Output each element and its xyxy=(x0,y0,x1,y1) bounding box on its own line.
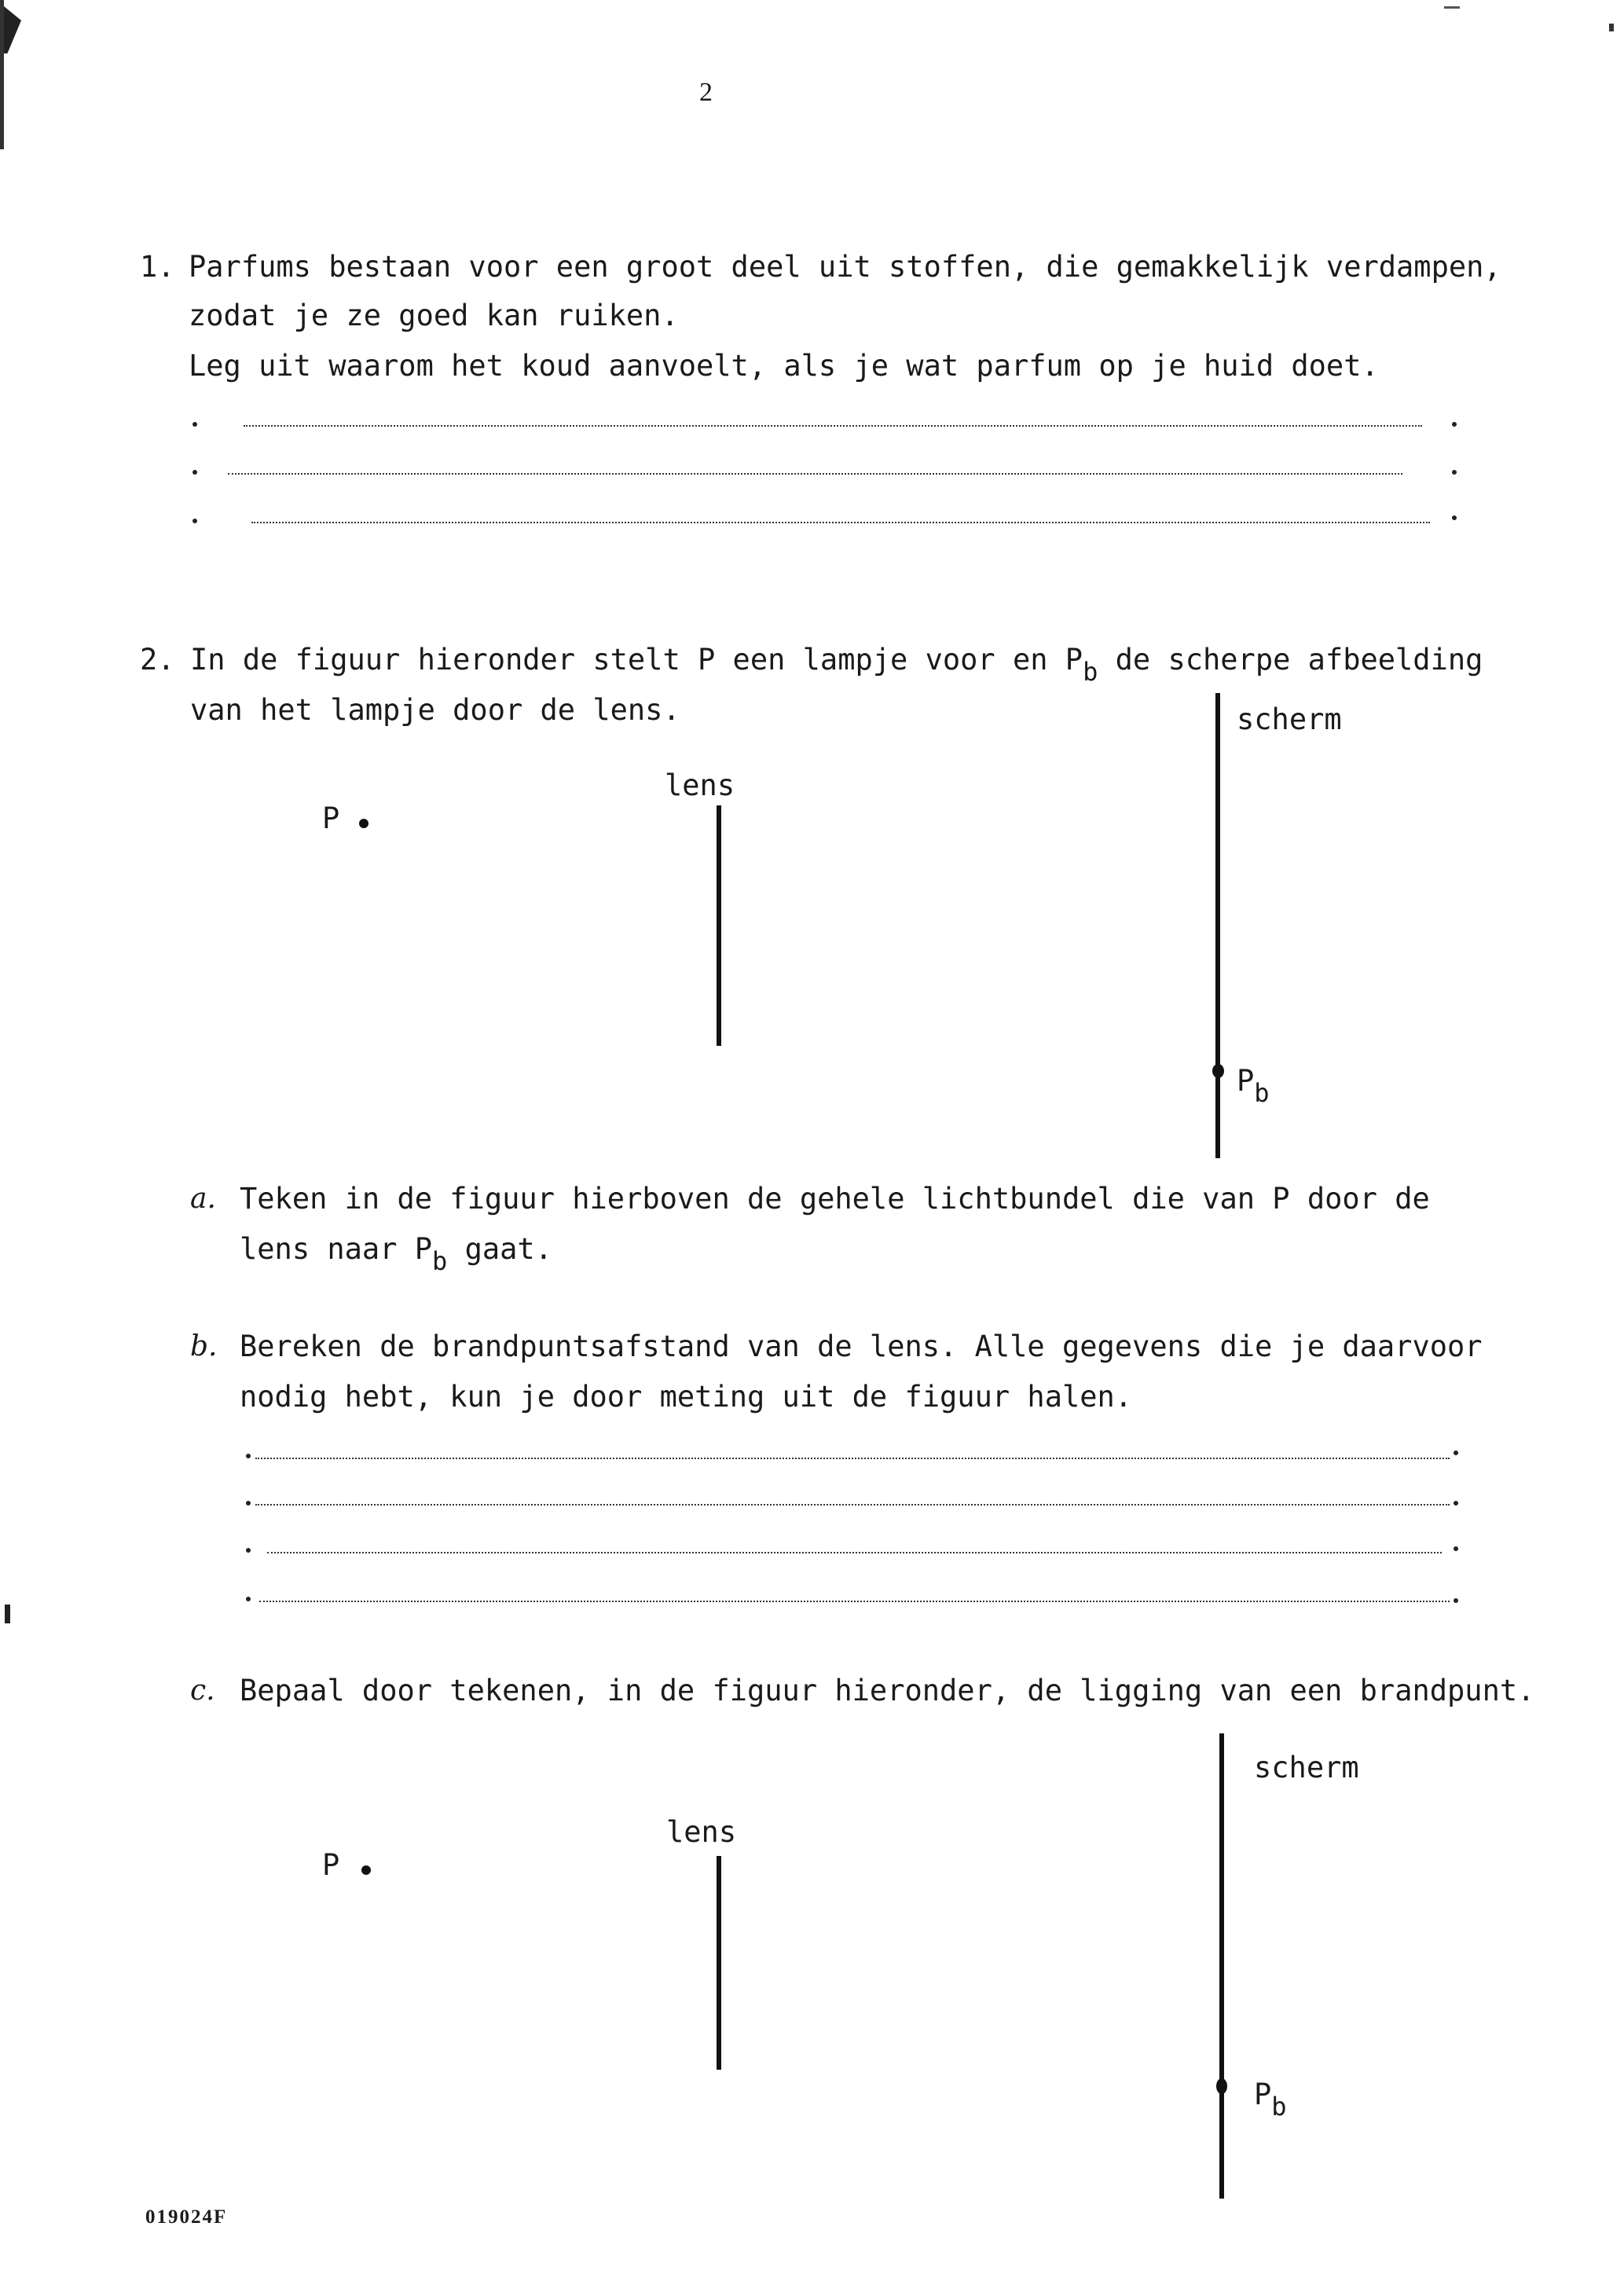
scan-speck xyxy=(1444,6,1460,9)
screen-label: scherm xyxy=(1254,1751,1359,1784)
q2b-answer-line-4[interactable] xyxy=(259,1601,1450,1602)
scan-corner-mark xyxy=(4,6,21,53)
answer-dot xyxy=(1452,422,1457,427)
q2b-label: b. xyxy=(190,1330,218,1363)
lens-label: lens xyxy=(666,1815,737,1849)
q2b-answer-line-2[interactable] xyxy=(255,1504,1450,1506)
screen-label: scherm xyxy=(1237,702,1342,736)
image-point-label: Pb xyxy=(1237,1064,1270,1108)
scan-speck xyxy=(5,1605,10,1623)
answer-dot xyxy=(192,519,197,523)
answer-dot xyxy=(1452,515,1457,520)
answer-dot xyxy=(192,422,197,427)
q2c-line-1: Bepaal door tekenen, in de figuur hieronder, de ligging van een brandpunt. xyxy=(240,1674,1535,1707)
q2a-label: a. xyxy=(190,1183,216,1215)
q1-answer-line-1[interactable] xyxy=(244,425,1422,427)
screen-line xyxy=(1219,1733,1224,2199)
q2-intro-line-2: van het lampje door de lens. xyxy=(190,693,680,727)
scan-speck xyxy=(1609,24,1614,31)
lens-line xyxy=(717,1856,721,2070)
q2b-answer-line-3[interactable] xyxy=(267,1552,1442,1553)
q2c-label: c. xyxy=(190,1674,215,1707)
answer-dot xyxy=(1454,1598,1458,1603)
screen-line xyxy=(1215,693,1220,1158)
object-point-label: P xyxy=(322,1848,340,1882)
q2b-answer-line-1[interactable] xyxy=(255,1458,1450,1459)
q1-answer-line-3[interactable] xyxy=(251,522,1430,523)
answer-dot xyxy=(1452,470,1457,475)
q1-line-1: Parfums bestaan voor een groot deel uit stoffen, die gemakkelijk verdampen, xyxy=(189,250,1501,284)
lens-line xyxy=(717,805,721,1046)
q2-intro-line-1: In de figuur hieronder stelt P een lampje voor en Pb de scherpe afbeelding xyxy=(190,643,1483,687)
image-point xyxy=(1216,2078,1227,2094)
answer-dot xyxy=(246,1454,251,1458)
q2-number: 2. xyxy=(140,643,175,677)
image-point xyxy=(1212,1064,1224,1078)
q2a-line-1: Teken in de figuur hierboven de gehele lichtbundel die van P door de xyxy=(240,1182,1430,1216)
page-number: 2 xyxy=(699,78,713,107)
object-point xyxy=(361,1865,371,1875)
answer-dot xyxy=(1454,1501,1458,1506)
image-point-label: Pb xyxy=(1254,2078,1287,2122)
q1-line-2: zodat je ze goed kan ruiken. xyxy=(189,299,679,332)
object-point-label: P xyxy=(322,801,340,835)
q2b-line-1: Bereken de brandpuntsafstand van de lens. Alle gegevens die je daarvoor xyxy=(240,1330,1483,1363)
answer-dot xyxy=(246,1597,251,1601)
q2b-line-2: nodig hebt, kun je door meting uit de figuur halen. xyxy=(240,1380,1133,1414)
answer-dot xyxy=(246,1548,251,1553)
q1-answer-line-2[interactable] xyxy=(228,473,1402,475)
q1-line-3: Leg uit waarom het koud aanvoelt, als je wat parfum op je huid doet. xyxy=(189,349,1379,383)
lens-label: lens xyxy=(665,768,735,802)
scan-edge-mark xyxy=(0,0,4,149)
object-point xyxy=(359,819,368,828)
answer-dot xyxy=(246,1501,251,1506)
q2a-line-2: lens naar Pb gaat. xyxy=(240,1232,552,1276)
answer-dot xyxy=(1454,1546,1458,1551)
footer-code: 019024F xyxy=(145,2206,228,2228)
q1-number: 1. xyxy=(140,250,175,284)
answer-dot xyxy=(1454,1451,1458,1455)
answer-dot xyxy=(192,470,197,475)
